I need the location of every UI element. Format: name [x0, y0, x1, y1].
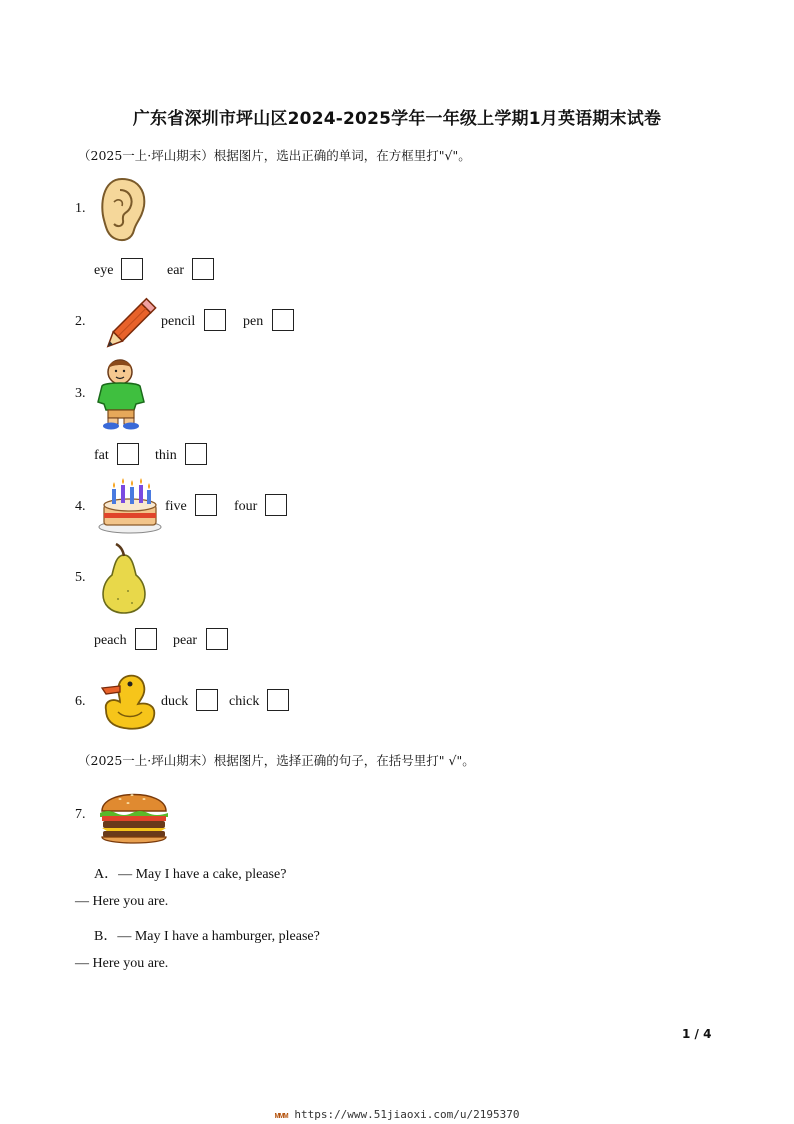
option-ear: ear — [167, 263, 185, 278]
checkbox-fat[interactable] — [117, 443, 139, 465]
question-number: 6. — [75, 694, 86, 709]
option-thin: thin — [155, 448, 177, 463]
checkbox-four[interactable] — [265, 494, 287, 516]
option-fat: fat — [94, 448, 109, 463]
checkbox-five[interactable] — [195, 494, 217, 516]
option-chick: chick — [229, 694, 260, 709]
pear-picture — [98, 543, 150, 615]
checkbox-peach[interactable] — [135, 628, 157, 650]
duck-picture — [96, 670, 160, 732]
checkbox-chick[interactable] — [267, 689, 289, 711]
option-pencil: pencil — [161, 314, 196, 329]
option-a-answer: — Here you are. — [75, 894, 169, 909]
option-b-question: B．— May I have a hamburger, please? — [94, 929, 320, 944]
section1-instruction: （2025一上·坪山期末）根据图片，选出正确的单词，在方框里打"√"。 — [78, 148, 471, 163]
option-pear: pear — [173, 633, 198, 648]
question-number: 1. — [75, 201, 86, 216]
footer-url[interactable]: https://www.51jiaoxi.com/u/2195370 — [294, 1108, 520, 1121]
footer — [0, 1108, 794, 1121]
page-number: 1 / 4 — [682, 1027, 712, 1041]
section2-instruction: （2025一上·坪山期末）根据图片，选择正确的句子，在括号里打" √"。 — [78, 753, 475, 768]
option-pen: pen — [243, 314, 264, 329]
option-peach: peach — [94, 633, 127, 648]
option-b-answer: — Here you are. — [75, 956, 169, 971]
pencil-picture — [104, 293, 162, 351]
page-title: 广东省深圳市坪山区2024-2025学年一年级上学期1月英语期末试卷 — [132, 109, 662, 129]
checkbox-eye[interactable] — [121, 258, 143, 280]
checkbox-ear[interactable] — [192, 258, 214, 280]
option-duck: duck — [161, 694, 189, 709]
question-number: 4. — [75, 499, 86, 514]
hamburger-picture — [98, 783, 170, 847]
option-a-question: A．— May I have a cake, please? — [94, 867, 287, 882]
birthday-cake-picture — [98, 477, 162, 535]
footer-logo: ᴍᴍᴍ — [274, 1111, 288, 1121]
option-eye: eye — [94, 263, 114, 278]
question-number: 5. — [75, 570, 86, 585]
option-five: five — [165, 499, 187, 514]
checkbox-pencil[interactable] — [204, 309, 226, 331]
ear-picture — [96, 176, 148, 244]
question-number: 3. — [75, 386, 86, 401]
question-number: 2. — [75, 314, 86, 329]
checkbox-pen[interactable] — [272, 309, 294, 331]
fat-boy-picture — [94, 356, 148, 430]
question-number: 7. — [75, 807, 86, 822]
option-four: four — [234, 499, 258, 514]
checkbox-thin[interactable] — [185, 443, 207, 465]
checkbox-pear[interactable] — [206, 628, 228, 650]
checkbox-duck[interactable] — [196, 689, 218, 711]
